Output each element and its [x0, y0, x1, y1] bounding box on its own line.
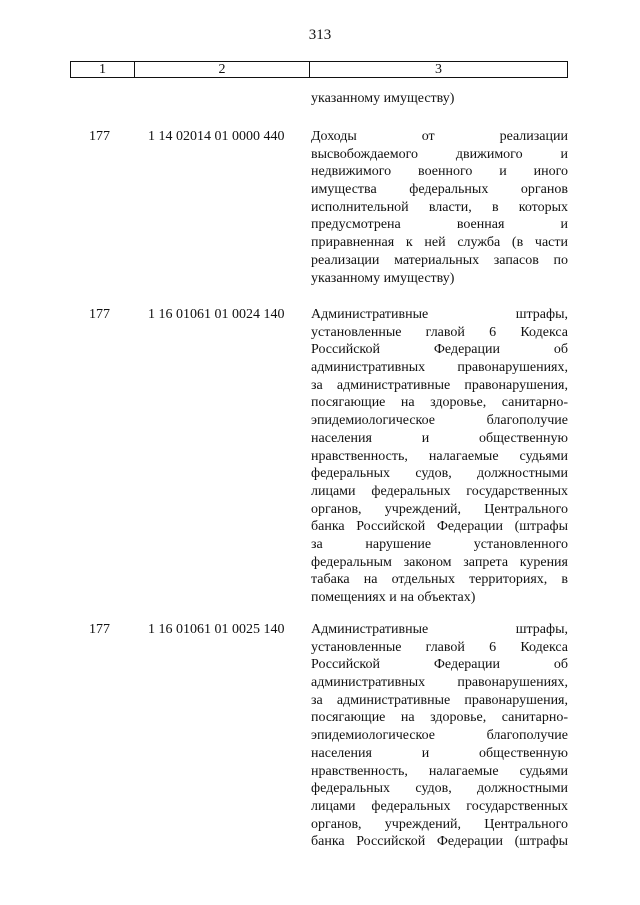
budget-code: 1 16 01061 01 0025 140 [148, 622, 285, 637]
description-line: Административные штрафы, [311, 622, 568, 637]
description-line: посягающие на здоровье, санитарно- [311, 395, 568, 411]
description-line: административных правонарушениях, [311, 675, 568, 691]
description-line: за административные правонарушения, [311, 377, 568, 393]
description-line: посягающие на здоровье, санитарно- [311, 710, 568, 726]
description-line: лицами федеральных государственных [311, 798, 568, 814]
description-line: предусмотрена военная и [311, 217, 568, 233]
description-line: недвижимого военного и иного [311, 164, 568, 180]
row-number: 177 [89, 129, 110, 144]
description-line: указанному имуществу) [311, 270, 455, 286]
description-line: нравственность, налагаемые судьями [311, 763, 568, 779]
description-line: органов, учреждений, Центрального [311, 501, 568, 517]
page-number: 313 [308, 27, 332, 43]
description-line: установленные главой 6 Кодекса [311, 324, 568, 340]
budget-code: 1 16 01061 01 0024 140 [148, 307, 285, 322]
description-line: банка Российской Федерации (штрафы [311, 834, 568, 850]
description-line: Доходы от реализации [311, 129, 568, 144]
row-number: 177 [89, 622, 110, 637]
description-line: имущества федеральных органов [311, 182, 568, 198]
description-line: эпидемиологическое благополучие [311, 728, 568, 744]
description-line: населения и общественную [311, 745, 568, 761]
row-description [311, 621, 568, 851]
description-line: табака на отдельных территориях, в [311, 572, 568, 588]
description-line: помещениях и на объектах) [311, 590, 476, 605]
description-line: реализации материальных запасов по [311, 252, 568, 268]
row-description [311, 306, 568, 607]
description-line: органов, учреждений, Центрального [311, 816, 568, 832]
description-line: федеральных судов, должностными [311, 466, 568, 482]
description-line: высвобождаемого движимого и [311, 146, 568, 162]
description-line: исполнительной власти, в которых [311, 199, 568, 215]
column-header-1: 1 [71, 62, 135, 77]
budget-code: 1 14 02014 01 0000 440 [148, 129, 285, 144]
description-line: эпидемиологическое благополучие [311, 413, 568, 429]
description-line: Административные штрафы, [311, 307, 568, 322]
description-line: за нарушение установленного [311, 536, 568, 552]
description-line: административных правонарушениях, [311, 360, 568, 376]
description-line: Российской Федерации об [311, 342, 568, 358]
row-description [311, 128, 568, 287]
description-line: федеральных судов, должностными [311, 781, 568, 797]
column-header-3: 3 [435, 62, 442, 77]
continuation-text: указанному имуществу) [311, 91, 455, 106]
description-line: нравственность, налагаемые судьями [311, 448, 568, 464]
description-line: приравненная к ней служба (в части [311, 235, 568, 251]
description-line: за административные правонарушения, [311, 692, 568, 708]
description-line: установленные главой 6 Кодекса [311, 639, 568, 655]
description-line: Российской Федерации об [311, 657, 568, 673]
description-line: населения и общественную [311, 430, 568, 446]
description-line: банка Российской Федерации (штрафы [311, 519, 568, 535]
description-line: лицами федеральных государственных [311, 483, 568, 499]
table-header-row [70, 61, 568, 78]
column-header-2: 2 [135, 62, 310, 77]
row-number: 177 [89, 307, 110, 322]
description-line: федеральным законом запрета курения [311, 554, 568, 570]
